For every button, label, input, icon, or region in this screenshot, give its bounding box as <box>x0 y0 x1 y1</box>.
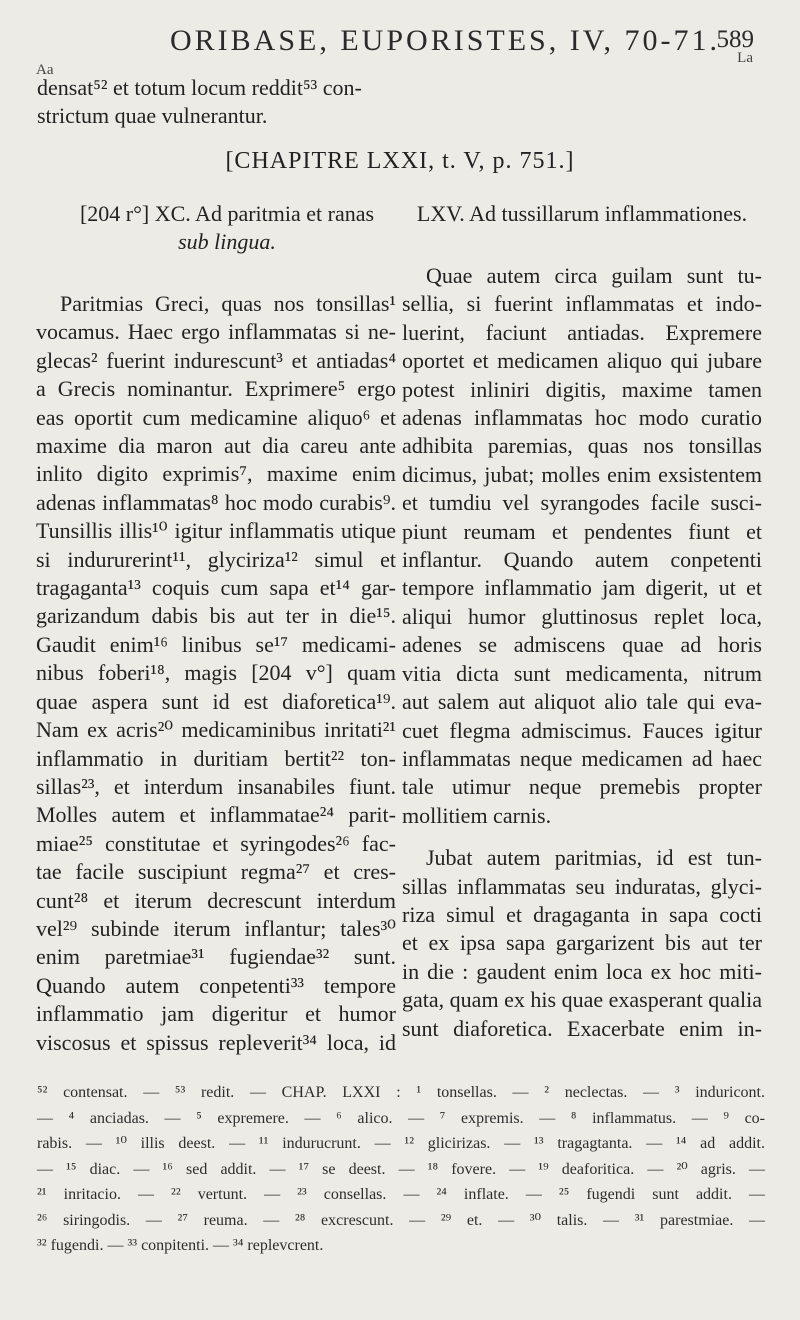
text-line: garizandum dabis bis aut ter in die¹⁵. <box>36 603 396 629</box>
text-line: cuet flegma admiscimus. Fauces igitur <box>402 717 762 743</box>
running-title: ORIBASE, EUPORISTES, IV, 70-71. <box>170 24 720 57</box>
margin-note-right: La <box>737 50 753 66</box>
heading-line: [204 r°] XC. Ad paritmia et ranas <box>79 201 375 226</box>
text-line: densat⁵² et totum locum reddit⁵³ con- <box>37 75 362 100</box>
margin-note-left: Aa <box>36 62 54 78</box>
text-line: si indururerint¹¹, glyciriza¹² simul et <box>36 546 396 572</box>
footnote-line: ⁵² contensat. — ⁵³ redit. — CHAP. LXXI : ¹ tonsellas. — ² neclectas. — ³ induricont. <box>37 1084 765 1101</box>
text-line: a Grecis nominantur. Exprimere⁵ ergo <box>36 376 396 402</box>
text-line: in die : gaudent enim loca ex hoc miti- <box>402 958 762 984</box>
text-line: Paritmias Greci, quas nos tonsillas¹ <box>60 291 396 316</box>
right-column <box>402 200 762 1043</box>
text-line: vocamus. Haec ergo inflammatas si ne- <box>36 319 396 345</box>
text-line: Quae autem circa guilam sunt tu- <box>426 263 762 288</box>
text-line: glecas² fuerint induresc⁠unt³ et antiadas⁴ <box>36 347 396 373</box>
text-line: adenas inflammatas hoc modo curatio <box>402 405 762 431</box>
left-column <box>36 200 396 1057</box>
footnote-line: — ¹⁵ diac. — ¹⁶ sed addit. — ¹⁷ se deest. — ¹⁸ fovere. — ¹⁹ deaforitica. — ²⁰ agris. — <box>37 1160 765 1178</box>
footnote-line: — ⁴ anciadas. — ⁵ expremere. — ⁶ alico. — ⁷ expremis. — ⁸ inflammatus. — ⁹ co- <box>37 1109 765 1127</box>
text-line: vel²⁹ subinde iterum inflantur; tales³⁰ <box>36 915 396 941</box>
text-line: inflammatio in duritiam bertit²² ton- <box>36 745 396 771</box>
text-line: inflammatio jam digeritur et humor <box>36 1001 396 1027</box>
text-line: tale utimur neque premebis propter <box>402 774 762 800</box>
text-line: dicimus, jubat; molles enim exsistentem <box>402 461 762 487</box>
text-line: tae facile suscipiunt regma²⁷ et cres- <box>36 859 396 885</box>
text-line: adenas inflammatas⁸ hoc modo curabis⁹. <box>36 489 396 515</box>
text-line: tragaganta¹³ coquis cum sapa et¹⁴ gar- <box>36 575 396 601</box>
text-line: Tunsillis illis¹⁰ igitur inflammatis utique <box>36 518 396 544</box>
text-line: adenes se admiscens quae ad horis <box>402 632 762 658</box>
text-line: oportet et medicamen aliquo qui jubare <box>402 348 762 374</box>
text-line: adhibita paremias, quas nos tonsillas <box>402 433 762 459</box>
text-line: aut salem aut aliquot alio tale qui eva- <box>402 689 762 715</box>
text-line: maxime dia maron aut dia careu ante <box>36 433 396 459</box>
heading-line: sub lingua. <box>178 229 276 254</box>
footnotes <box>37 1080 765 1259</box>
text-line: inflantur. Quando autem conpetenti <box>402 547 762 573</box>
running-head <box>0 24 800 64</box>
text-line: luerint, faciunt antiadas. Expremere <box>402 319 762 345</box>
text-line: tempore inflammatio jam digerit, ut et <box>402 575 762 601</box>
text-line: sunt diaforetica. Exacerbate enim in- <box>402 1015 762 1041</box>
text-line: aliqui humor gluttinosus replet loca, <box>402 603 762 629</box>
left-column-body <box>36 290 396 1057</box>
text-line: sillas inflammatas seu induratas, glyci- <box>402 873 762 899</box>
text-line: eas oportit cum medicamine aliquo⁶ et <box>36 404 396 430</box>
text-line: mollitiem carnis. <box>402 802 552 828</box>
text-line: miae²⁵ constitutae et syringodes²⁶ fac- <box>36 830 396 856</box>
footnote-line: rabis. — ¹⁰ illis deest. — ¹¹ indurucrunt. — ¹² glicirizas. — ¹³ tragagtanta. — ¹⁴ ad addit. <box>37 1135 765 1152</box>
text-line: enim paretmiae³¹ fugiendae³² sunt. <box>36 944 396 970</box>
text-line: gata, quam ex his quae exasperant qualia <box>402 987 762 1013</box>
footnote-line: ²¹ inritacio. — ²² vertunt. — ²³ consellas. — ²⁴ inflate. — ²⁵ fugendi sunt addit. — <box>37 1186 765 1203</box>
text-line: riza simul et dragaganta in sapa cocti <box>402 901 762 927</box>
text-line: Jubat autem paritmias, id est tun- <box>426 845 762 871</box>
text-line: nibus foberi¹⁸, magis [204 v°] quam <box>36 660 396 686</box>
text-line: inflammatas neque medicamen ad haec <box>402 745 762 771</box>
text-line: viscosus et spissus repleverit³⁴ loca, id <box>36 1029 396 1055</box>
page-number: 589 <box>716 26 754 53</box>
text-line: et tumdiu vel syrangodes facile susci- <box>402 490 762 516</box>
right-column-body <box>402 262 762 1043</box>
section-heading-left <box>36 200 396 256</box>
text-line: et ex ipsa sapa gargarizent bis aut ter <box>402 930 762 956</box>
text-line: strictum quae vulnerantur. <box>37 103 268 128</box>
text-line: Gaudit enim¹⁶ linibus se¹⁷ medicami- <box>36 631 396 657</box>
text-line: Nam ex acris²⁰ medicaminibus inritati²¹ <box>36 717 396 743</box>
text-line: quae aspera sunt id est diaforetica¹⁹. <box>36 688 396 714</box>
carryover-text <box>37 74 397 130</box>
text-line: sellia, si fuerint inflammatas et indo- <box>402 291 762 317</box>
footnote-line: ³² fugendi. — ³³ conpitenti. — ³⁴ replevcrent. <box>37 1237 324 1254</box>
footnote-line: ²⁶ siringodis. — ²⁷ reuma. — ²⁸ excrescunt. — ²⁹ et. — ³⁰ talis. — ³¹ parestmiae. — <box>37 1211 765 1229</box>
text-line: cunt²⁸ et iterum decrescunt interdum <box>36 887 396 913</box>
text-line: vitia dicta sunt medicamenta, nitrum <box>402 660 762 686</box>
chapter-heading: [CHAPITRE LXXI, t. V, p. 751.] <box>225 148 575 174</box>
text-line: sillas²³, et interdum insanabiles fiunt. <box>36 773 396 799</box>
text-line: inlito digito exprimis⁷, maxime enim <box>36 461 396 487</box>
heading-line: LXV. Ad tussillarum inflammationes. <box>416 201 748 226</box>
text-line: Quando autem conpetenti³³ tempore <box>36 972 396 998</box>
section-heading-right <box>402 200 762 228</box>
text-line: piunt reumam et pendentes fiunt et <box>402 518 762 544</box>
text-line: potest inliniri digitis, maxime tamen <box>402 376 762 402</box>
text-line: Molles autem et inflammatae²⁴ parit- <box>36 802 396 828</box>
